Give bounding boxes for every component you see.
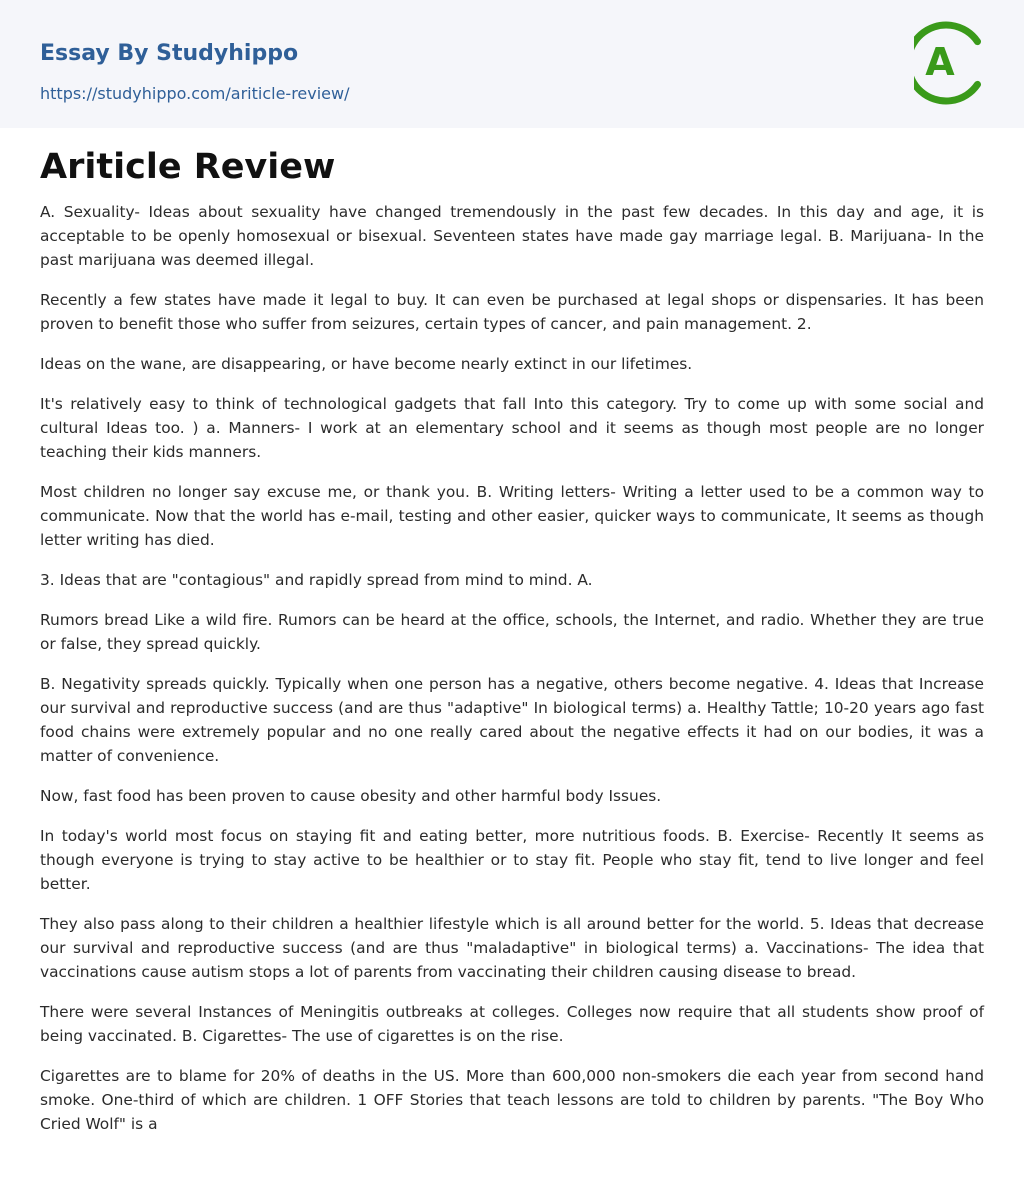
paragraph: Most children no longer say excuse me, or thank you. B. Writing letters- Writing a letter used to be a common way to communicate. Now that the world has e-mail, testing and other easier, quicker ways to communicate, It seems as though letter writing has died.: [40, 483, 984, 549]
paragraph: Rumors bread Like a wild fire. Rumors can be heard at the office, schools, the Internet, and radio. Whether they are true or false, they spread quickly.: [40, 611, 984, 653]
paragraph: There were several Instances of Meningitis outbreaks at colleges. Colleges now require that all students show proof of being vaccinated. B. Cigarettes- The use of cigarettes is on the rise.: [40, 1003, 984, 1045]
article-body: [40, 200, 984, 1136]
studyhippo-logo-icon[interactable]: [914, 20, 986, 106]
paragraph: They also pass along to their children a healthier lifestyle which is all around better for the world. 5. Ideas that decrease our survival and reproductive success (and are thus "maladaptive" in biological terms) a. Vaccinations- The idea that vaccinations cause autism stops a lot of parents from vaccinating their children causing disease to bread.: [40, 915, 984, 981]
logo-letter: A: [925, 40, 955, 84]
article-container: [0, 128, 1024, 1136]
paragraph: Ideas on the wane, are disappearing, or have become nearly extinct in our lifetimes.: [40, 355, 693, 373]
paragraph: Recently a few states have made it legal to buy. It can even be purchased at legal shops or dispensaries. It has been proven to benefit those who suffer from seizures, certain types of cancer, and pain management. 2.: [40, 291, 984, 333]
page-url-link[interactable]: https://studyhippo.com/ariticle-review/: [40, 84, 350, 103]
paragraph: Cigarettes are to blame for 20% of deaths in the US. More than 600,000 non-smokers die each year from second hand smoke. One-third of which are children. 1 OFF Stories that teach lessons are told to children by parents. "The Boy Who Cried Wolf" is a: [40, 1067, 984, 1133]
paragraph: In today's world most focus on staying fit and eating better, more nutritious foods. B. Exercise- Recently It seems as though everyone is trying to stay active to be healthier or to stay fit. People who stay fit, tend to live longer and feel better.: [40, 827, 984, 893]
site-header: [0, 0, 1024, 128]
paragraph: B. Negativity spreads quickly. Typically when one person has a negative, others become negative. 4. Ideas that Increase our survival and reproductive success (and are thus "adaptive" In biological terms) a. Healthy Tattle; 10-20 years ago fast food chains were extremely popular and no one really cared about the negative effects it had on our bodies, it was a matter of convenience.: [40, 675, 984, 765]
paragraph: Now, fast food has been proven to cause obesity and other harmful body Issues.: [40, 787, 662, 805]
brand-title[interactable]: Essay By Studyhippo: [40, 41, 299, 66]
paragraph: A. Sexuality- Ideas about sexuality have changed tremendously in the past few decades. In this day and age, it is acceptable to be openly homosexual or bisexual. Seventeen states have made gay marriage legal. B. Marijuana- In the past marijuana was deemed illegal.: [40, 203, 984, 269]
paragraph: 3. Ideas that are "contagious" and rapidly spread from mind to mind. A.: [40, 571, 593, 589]
page-title: Ariticle Review: [40, 147, 336, 187]
paragraph: It's relatively easy to think of technological gadgets that fall Into this category. Try to come up with some social and cultural Ideas too. ) a. Manners- I work at an elementary school and it seems as though most people are no longer teaching their kids manners.: [40, 395, 984, 461]
